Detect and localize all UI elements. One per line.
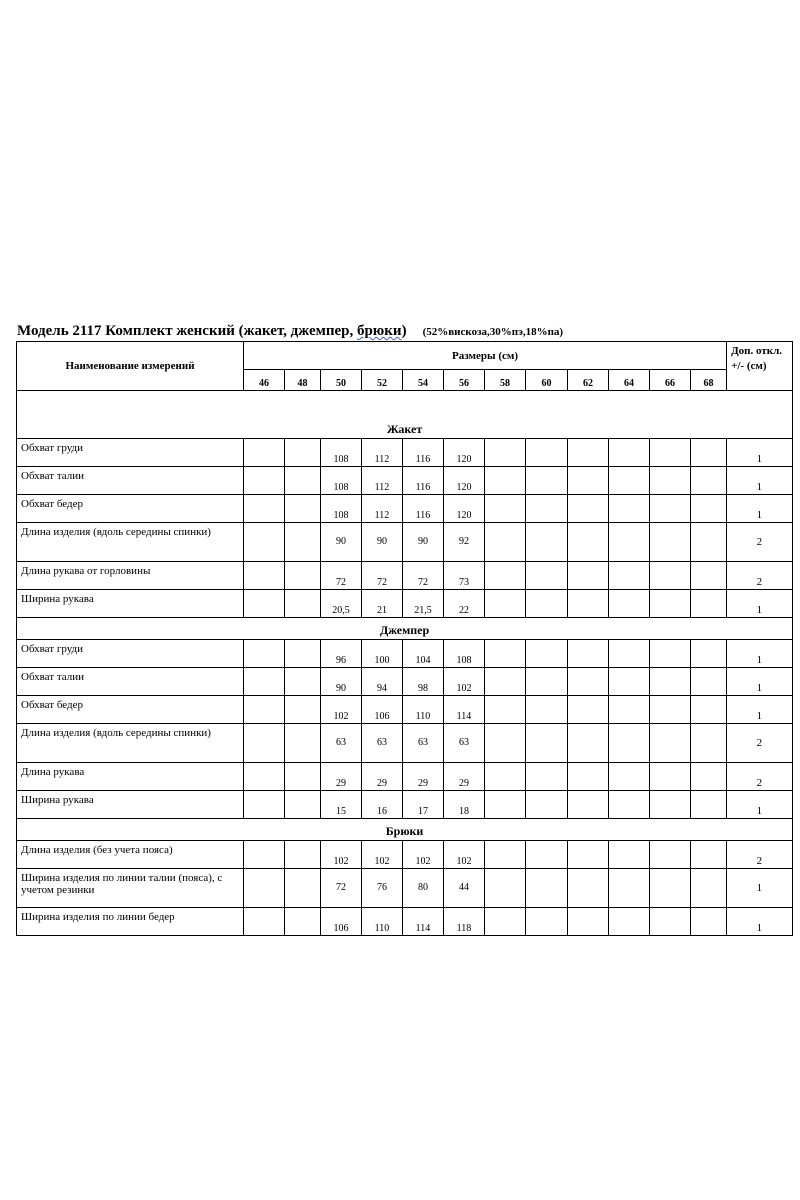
table-row xyxy=(17,640,793,668)
measurement-value xyxy=(285,523,321,562)
measurement-value: 90 xyxy=(403,523,444,562)
header-spacer xyxy=(17,391,793,418)
measurement-value xyxy=(691,640,727,668)
measurement-value xyxy=(526,724,568,763)
measurement-value xyxy=(650,439,691,467)
measurement-name: Длина рукава xyxy=(17,763,244,791)
model-title-underlined: брюки xyxy=(356,323,402,339)
measurement-value xyxy=(244,590,285,618)
measurement-value: 118 xyxy=(444,908,485,936)
measurement-value: 108 xyxy=(444,640,485,668)
model-title xyxy=(17,323,407,339)
table-row xyxy=(17,439,793,467)
measurement-value: 114 xyxy=(444,696,485,724)
measurement-value xyxy=(285,562,321,590)
measurement-value: 112 xyxy=(362,467,403,495)
measurement-name: Ширина изделия по линии талии (пояса), с учетом резинки xyxy=(17,869,244,908)
measurement-value xyxy=(650,869,691,908)
measurement-value xyxy=(244,439,285,467)
fabric-composition: (52%вискоза,30%пэ,18%па) xyxy=(422,326,564,338)
measurement-value xyxy=(568,495,609,523)
measurement-value xyxy=(609,724,650,763)
measurement-name: Обхват талии xyxy=(17,668,244,696)
document-title xyxy=(17,322,797,342)
size-label: 60 xyxy=(526,370,568,391)
measurement-value: 72 xyxy=(321,562,362,590)
measurement-value xyxy=(609,841,650,869)
measurement-value xyxy=(485,439,526,467)
measurement-value xyxy=(650,696,691,724)
size-label: 66 xyxy=(650,370,691,391)
measurement-value xyxy=(526,495,568,523)
measurement-value xyxy=(285,869,321,908)
size-label: 56 xyxy=(444,370,485,391)
measurement-value xyxy=(526,791,568,819)
measurement-value xyxy=(650,908,691,936)
measurement-value xyxy=(244,562,285,590)
measurement-value xyxy=(609,523,650,562)
measurement-value: 120 xyxy=(444,439,485,467)
measurement-value xyxy=(244,908,285,936)
measurement-value xyxy=(650,668,691,696)
measurement-value: 108 xyxy=(321,467,362,495)
measurement-value: 102 xyxy=(321,841,362,869)
measurement-name: Длина изделия (без учета пояса) xyxy=(17,841,244,869)
measurement-value: 102 xyxy=(444,668,485,696)
measurement-value xyxy=(609,908,650,936)
measurement-value xyxy=(568,523,609,562)
measurement-value xyxy=(568,562,609,590)
measurement-value xyxy=(691,523,727,562)
measurement-value: 102 xyxy=(321,696,362,724)
table-row xyxy=(17,696,793,724)
measurement-name-header: Наименование измерений xyxy=(17,342,244,391)
section-title: Брюки xyxy=(17,819,793,841)
measurement-value xyxy=(285,467,321,495)
measurement-value xyxy=(285,791,321,819)
measurement-value xyxy=(485,562,526,590)
measurement-value: 98 xyxy=(403,668,444,696)
measurement-value: 114 xyxy=(403,908,444,936)
measurement-value: 76 xyxy=(362,869,403,908)
tolerance-value: 1 xyxy=(727,668,793,696)
measurement-value xyxy=(609,495,650,523)
measurement-value: 29 xyxy=(362,763,403,791)
measurement-value xyxy=(609,590,650,618)
measurement-value xyxy=(691,562,727,590)
measurement-value: 90 xyxy=(362,523,403,562)
measurement-value xyxy=(526,523,568,562)
tolerance-value: 2 xyxy=(727,841,793,869)
measurement-value xyxy=(650,495,691,523)
size-label: 54 xyxy=(403,370,444,391)
measurement-value xyxy=(244,640,285,668)
measurement-value xyxy=(285,763,321,791)
measurement-name: Ширина рукава xyxy=(17,590,244,618)
model-title-close: ) xyxy=(401,323,407,339)
measurement-value: 102 xyxy=(444,841,485,869)
measurement-value: 72 xyxy=(321,869,362,908)
measurement-value xyxy=(485,908,526,936)
measurement-value: 120 xyxy=(444,495,485,523)
tolerance-value: 1 xyxy=(727,869,793,908)
measurement-value xyxy=(609,668,650,696)
measurement-value: 21,5 xyxy=(403,590,444,618)
measurement-name: Обхват груди xyxy=(17,439,244,467)
measurement-value xyxy=(244,869,285,908)
measurement-value xyxy=(285,841,321,869)
measurement-name: Ширина изделия по линии бедер xyxy=(17,908,244,936)
tolerance-value: 1 xyxy=(727,495,793,523)
model-title-text: Модель 2117 Комплект женский (жакет, джемпер, xyxy=(17,323,357,339)
tolerance-value: 1 xyxy=(727,908,793,936)
measurement-value xyxy=(650,640,691,668)
measurement-value xyxy=(485,523,526,562)
measurement-value: 106 xyxy=(321,908,362,936)
measurement-value xyxy=(691,869,727,908)
measurement-value xyxy=(650,791,691,819)
measurement-value xyxy=(568,668,609,696)
measurement-value: 44 xyxy=(444,869,485,908)
measurement-value xyxy=(285,668,321,696)
measurement-value xyxy=(568,841,609,869)
size-chart-table xyxy=(16,341,793,936)
size-label: 58 xyxy=(485,370,526,391)
measurement-value: 63 xyxy=(321,724,362,763)
measurement-value xyxy=(526,439,568,467)
measurement-value: 116 xyxy=(403,439,444,467)
measurement-value: 20,5 xyxy=(321,590,362,618)
measurement-value xyxy=(244,467,285,495)
measurement-value xyxy=(485,640,526,668)
table-row xyxy=(17,841,793,869)
measurement-value: 96 xyxy=(321,640,362,668)
measurement-value xyxy=(650,467,691,495)
tolerance-value: 1 xyxy=(727,439,793,467)
measurement-value xyxy=(485,590,526,618)
measurement-value: 21 xyxy=(362,590,403,618)
tolerance-value: 1 xyxy=(727,696,793,724)
measurement-value xyxy=(244,791,285,819)
measurement-value xyxy=(650,523,691,562)
measurement-value: 108 xyxy=(321,439,362,467)
measurement-name: Длина изделия (вдоль середины спинки) xyxy=(17,523,244,562)
table-row xyxy=(17,724,793,763)
size-label: 52 xyxy=(362,370,403,391)
tolerance-value: 1 xyxy=(727,590,793,618)
measurement-value xyxy=(285,724,321,763)
measurement-value xyxy=(485,696,526,724)
measurement-value: 72 xyxy=(403,562,444,590)
measurement-value xyxy=(485,724,526,763)
measurement-value: 29 xyxy=(444,763,485,791)
table-body xyxy=(17,391,793,936)
measurement-value xyxy=(244,696,285,724)
table-row xyxy=(17,668,793,696)
section-title: Жакет xyxy=(17,417,793,439)
measurement-value xyxy=(244,841,285,869)
table-row xyxy=(17,495,793,523)
measurement-name: Длина изделия (вдоль середины спинки) xyxy=(17,724,244,763)
measurement-name: Обхват бедер xyxy=(17,495,244,523)
measurement-value xyxy=(650,763,691,791)
size-label: 46 xyxy=(244,370,285,391)
tolerance-value: 2 xyxy=(727,763,793,791)
measurement-value xyxy=(526,841,568,869)
measurement-value xyxy=(526,668,568,696)
size-label: 62 xyxy=(568,370,609,391)
measurement-value xyxy=(568,763,609,791)
measurement-value xyxy=(285,908,321,936)
measurement-value: 63 xyxy=(403,724,444,763)
tolerance-value: 2 xyxy=(727,562,793,590)
measurement-name: Длина рукава от горловины xyxy=(17,562,244,590)
measurement-value: 92 xyxy=(444,523,485,562)
table-row xyxy=(17,908,793,936)
measurement-value: 22 xyxy=(444,590,485,618)
measurement-value xyxy=(526,640,568,668)
measurement-value xyxy=(244,763,285,791)
measurement-value: 102 xyxy=(362,841,403,869)
section-title: Джемпер xyxy=(17,618,793,640)
measurement-value: 106 xyxy=(362,696,403,724)
measurement-value xyxy=(650,841,691,869)
measurement-value xyxy=(244,495,285,523)
tolerance-value: 2 xyxy=(727,724,793,763)
measurement-value xyxy=(691,495,727,523)
size-label: 50 xyxy=(321,370,362,391)
measurement-value: 102 xyxy=(403,841,444,869)
measurement-value xyxy=(650,590,691,618)
table-row xyxy=(17,562,793,590)
measurement-value xyxy=(568,908,609,936)
measurement-value: 18 xyxy=(444,791,485,819)
measurement-value xyxy=(609,869,650,908)
measurement-value xyxy=(691,668,727,696)
measurement-value xyxy=(609,640,650,668)
measurement-value xyxy=(691,590,727,618)
measurement-value: 100 xyxy=(362,640,403,668)
measurement-value: 72 xyxy=(362,562,403,590)
measurement-value: 120 xyxy=(444,467,485,495)
measurement-value xyxy=(691,841,727,869)
measurement-value xyxy=(691,791,727,819)
table-row xyxy=(17,763,793,791)
measurement-value: 73 xyxy=(444,562,485,590)
measurement-value xyxy=(568,439,609,467)
measurement-value: 29 xyxy=(403,763,444,791)
measurement-value xyxy=(691,439,727,467)
measurement-value xyxy=(568,791,609,819)
measurement-value xyxy=(526,696,568,724)
measurement-value xyxy=(568,467,609,495)
measurement-value xyxy=(609,439,650,467)
measurement-value xyxy=(485,791,526,819)
measurement-name: Обхват талии xyxy=(17,467,244,495)
measurement-value xyxy=(609,763,650,791)
table-row xyxy=(17,791,793,819)
measurement-value xyxy=(285,696,321,724)
measurement-value xyxy=(526,869,568,908)
measurement-value xyxy=(285,495,321,523)
measurement-value xyxy=(526,590,568,618)
measurement-value xyxy=(568,869,609,908)
measurement-value xyxy=(244,668,285,696)
measurement-value xyxy=(485,668,526,696)
tolerance-value: 2 xyxy=(727,523,793,562)
tolerance-value: 1 xyxy=(727,640,793,668)
measurement-value: 110 xyxy=(362,908,403,936)
measurement-value xyxy=(691,724,727,763)
measurement-value: 116 xyxy=(403,467,444,495)
measurement-value xyxy=(485,841,526,869)
measurement-value xyxy=(691,467,727,495)
measurement-value xyxy=(691,908,727,936)
measurement-value: 15 xyxy=(321,791,362,819)
measurement-value xyxy=(609,696,650,724)
measurement-value xyxy=(650,562,691,590)
measurement-value: 80 xyxy=(403,869,444,908)
measurement-value: 90 xyxy=(321,523,362,562)
measurement-value: 63 xyxy=(444,724,485,763)
measurement-value: 90 xyxy=(321,668,362,696)
measurement-value: 17 xyxy=(403,791,444,819)
measurement-value: 112 xyxy=(362,495,403,523)
measurement-value xyxy=(285,640,321,668)
measurement-value xyxy=(568,696,609,724)
measurement-value: 116 xyxy=(403,495,444,523)
measurement-value xyxy=(568,640,609,668)
measurement-value xyxy=(526,908,568,936)
tolerance-value: 1 xyxy=(727,791,793,819)
measurement-value: 112 xyxy=(362,439,403,467)
measurement-value: 94 xyxy=(362,668,403,696)
measurement-value xyxy=(285,590,321,618)
measurement-value xyxy=(244,724,285,763)
measurement-value: 108 xyxy=(321,495,362,523)
measurement-value: 29 xyxy=(321,763,362,791)
measurement-value xyxy=(609,467,650,495)
measurement-value xyxy=(485,869,526,908)
size-label: 68 xyxy=(691,370,727,391)
measurement-value xyxy=(526,562,568,590)
measurement-value xyxy=(485,495,526,523)
measurement-value: 16 xyxy=(362,791,403,819)
table-row xyxy=(17,467,793,495)
measurement-value xyxy=(526,467,568,495)
measurement-value: 63 xyxy=(362,724,403,763)
measurement-value xyxy=(650,724,691,763)
measurement-value xyxy=(244,523,285,562)
measurement-name: Обхват груди xyxy=(17,640,244,668)
measurement-value xyxy=(609,562,650,590)
measurement-value xyxy=(285,439,321,467)
table-row xyxy=(17,523,793,562)
measurement-value: 104 xyxy=(403,640,444,668)
measurement-value xyxy=(568,590,609,618)
measurement-value xyxy=(691,763,727,791)
measurement-value xyxy=(568,724,609,763)
measurement-value xyxy=(609,791,650,819)
measurement-name: Обхват бедер xyxy=(17,696,244,724)
tolerance-header: Доп. откл. +/- (см) xyxy=(727,342,793,391)
table-row xyxy=(17,590,793,618)
size-label: 48 xyxy=(285,370,321,391)
measurement-value xyxy=(485,467,526,495)
measurement-value xyxy=(526,763,568,791)
measurement-name: Ширина рукава xyxy=(17,791,244,819)
measurement-value xyxy=(691,696,727,724)
size-label: 64 xyxy=(609,370,650,391)
measurement-value: 110 xyxy=(403,696,444,724)
tolerance-value: 1 xyxy=(727,467,793,495)
table-row xyxy=(17,869,793,908)
sizes-header: Размеры (см) xyxy=(244,342,727,370)
measurement-value xyxy=(485,763,526,791)
